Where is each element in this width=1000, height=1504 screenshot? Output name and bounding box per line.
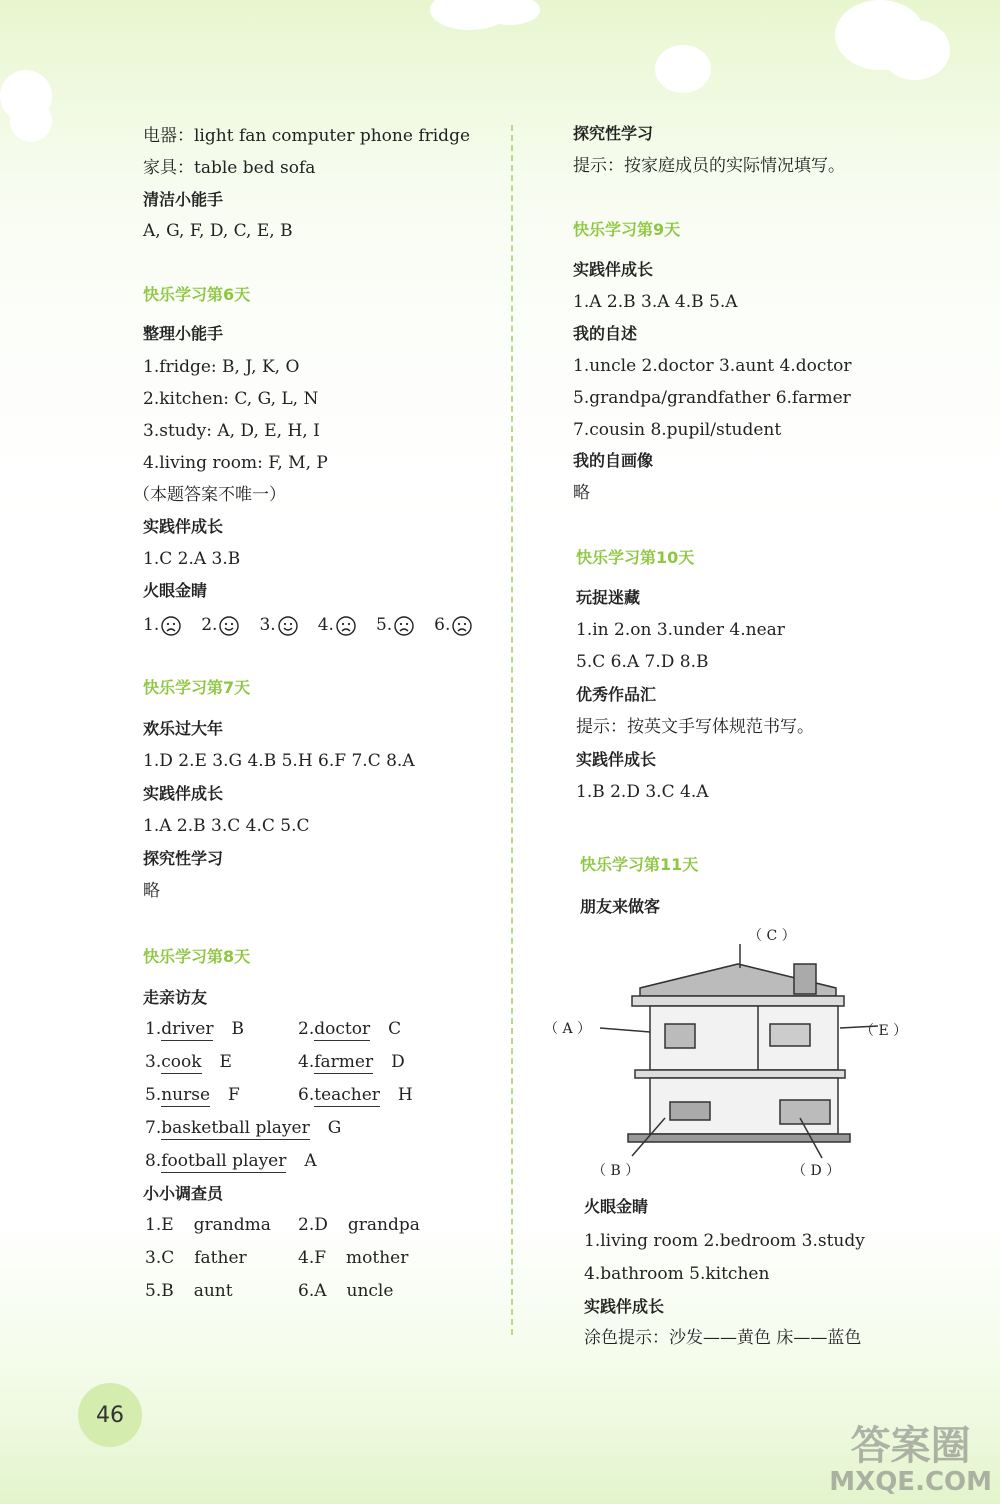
survey-answer-item — [298, 1281, 393, 1301]
heading-explore: 探究性学习 — [573, 124, 654, 143]
face-answer-number: 4. — [317, 615, 334, 635]
day7-title: 快乐学习第7天 — [143, 678, 251, 697]
visit-word: farmer — [314, 1052, 374, 1072]
sad-face-icon — [452, 616, 472, 636]
face-answer-number: 1. — [143, 615, 160, 635]
survey-answer-item — [298, 1215, 420, 1235]
survey-answer-item — [145, 1281, 233, 1301]
face-answer-number: 5. — [375, 615, 393, 635]
label-A: （ A ） — [544, 1021, 592, 1037]
visit-number: 2. — [298, 1019, 315, 1039]
heading-practice9: 实践伴成长 — [573, 260, 654, 279]
visit-answer: B — [231, 1019, 244, 1039]
sad-face-icon — [161, 616, 181, 636]
heading-eyes11: 火眼金睛 — [584, 1197, 649, 1216]
practice6-answers: 1.C 2.A 3.B — [143, 549, 241, 569]
visit-number: 6. — [298, 1085, 315, 1105]
tidy-note: （本题答案不唯一） — [133, 485, 286, 505]
visit-answer: D — [391, 1052, 405, 1072]
clean-answers: A, G, F, D, C, E, B — [143, 221, 293, 241]
visit-answer-item — [145, 1151, 317, 1171]
house-illustration — [540, 920, 940, 1180]
visit-word: teacher — [314, 1085, 380, 1105]
survey-letter: 1.E — [145, 1215, 174, 1235]
heading-clean: 清洁小能手 — [143, 190, 224, 209]
visit-answer: E — [219, 1052, 232, 1072]
self-line-2: 5.grandpa/grandfather 6.farmer — [573, 388, 851, 408]
label-E: （ E ） — [860, 1023, 908, 1039]
visit-word: football player — [161, 1151, 287, 1171]
visit-number: 1. — [145, 1019, 162, 1039]
smiley-face-icon — [219, 616, 239, 636]
survey-answer-item — [145, 1248, 247, 1268]
visit-number: 3. — [145, 1052, 162, 1072]
heading-practice7: 实践伴成长 — [143, 784, 224, 803]
visit-number: 5. — [145, 1085, 162, 1105]
smiley-face-icon — [278, 616, 298, 636]
portrait-answer: 略 — [573, 483, 590, 503]
visit-answer-item — [298, 1019, 401, 1039]
eyes11-line-1: 1.living room 2.bedroom 3.study — [584, 1231, 865, 1251]
visit-number: 4. — [298, 1052, 315, 1072]
survey-letter: 4.F — [298, 1248, 327, 1268]
explore-tip: 提示：按家庭成员的实际情况填写。 — [573, 156, 845, 176]
face-answers — [143, 614, 492, 636]
survey-letter: 6.A — [298, 1281, 327, 1301]
visit-answer-item — [298, 1052, 405, 1072]
visit-word: basketball player — [161, 1118, 310, 1138]
day10-title: 快乐学习第10天 — [576, 548, 695, 567]
heading-tidy: 整理小能手 — [143, 324, 224, 343]
label-D: （ D ） — [792, 1163, 841, 1179]
label-C: （ C ） — [748, 928, 796, 944]
heading-eyes6: 火眼金睛 — [143, 581, 208, 600]
practice10-answers: 1.B 2.D 3.C 4.A — [576, 782, 709, 802]
label-B: （ B ） — [592, 1163, 640, 1179]
heading-practice6: 实践伴成长 — [143, 517, 224, 536]
heading-guest: 朋友来做客 — [580, 897, 661, 916]
newyear-answers: 1.D 2.E 3.G 4.B 5.H 6.F 7.C 8.A — [143, 751, 415, 771]
survey-relative: father — [194, 1248, 247, 1268]
tidy-line-1: 1.fridge: B, J, K, O — [143, 357, 300, 377]
heading-survey: 小小调查员 — [143, 1184, 224, 1203]
visit-word: cook — [161, 1052, 202, 1072]
tidy-line-2: 2.kitchen: C, G, L, N — [143, 389, 319, 409]
visit-answer-item — [298, 1085, 413, 1105]
watermark — [829, 1424, 992, 1496]
explore7-answer: 略 — [143, 881, 160, 901]
visit-number: 7. — [145, 1118, 162, 1138]
hide-line-1: 1.in 2.on 3.under 4.near — [576, 620, 785, 640]
column-divider — [511, 125, 513, 1335]
visit-answer: A — [304, 1151, 317, 1171]
visit-answer-item — [145, 1019, 244, 1039]
visit-word: driver — [161, 1019, 214, 1039]
furniture-line: 家具：table bed sofa — [143, 158, 316, 178]
survey-answer-item — [298, 1248, 408, 1268]
survey-relative: aunt — [193, 1281, 233, 1301]
survey-relative: uncle — [346, 1281, 394, 1301]
heading-practice10: 实践伴成长 — [576, 750, 657, 769]
survey-answer-item — [145, 1215, 271, 1235]
color-tip: 涂色提示：沙发——黄色 床——蓝色 — [584, 1328, 862, 1348]
face-answer-item — [376, 615, 414, 635]
face-answer-item — [434, 615, 472, 635]
heading-hide: 玩捉迷藏 — [576, 588, 641, 607]
practice9-answers: 1.A 2.B 3.A 4.B 5.A — [573, 292, 738, 312]
day11-title: 快乐学习第11天 — [580, 855, 699, 874]
heading-works: 优秀作品汇 — [576, 685, 657, 704]
visit-answer-item — [145, 1085, 240, 1105]
visit-answer: H — [397, 1085, 413, 1105]
self-line-3: 7.cousin 8.pupil/student — [573, 420, 782, 440]
day9-title: 快乐学习第9天 — [573, 220, 681, 239]
visit-word: doctor — [314, 1019, 371, 1039]
survey-letter: 5.B — [145, 1281, 174, 1301]
survey-relative: mother — [346, 1248, 409, 1268]
visit-answer: F — [228, 1085, 240, 1105]
heading-visit: 走亲访友 — [143, 988, 208, 1007]
visit-answer: C — [388, 1019, 402, 1039]
survey-letter: 3.C — [145, 1248, 175, 1268]
face-answer-item — [143, 615, 181, 635]
practice7-answers: 1.A 2.B 3.C 4.C 5.C — [143, 816, 310, 836]
face-answer-item — [201, 615, 239, 635]
face-answer-item — [318, 615, 356, 635]
works-tip: 提示：按英文手写体规范书写。 — [576, 717, 814, 737]
sad-face-icon — [336, 616, 356, 636]
tidy-line-4: 4.living room: F, M, P — [143, 453, 328, 473]
visit-answer-item — [145, 1052, 232, 1072]
day8-title: 快乐学习第8天 — [143, 947, 251, 966]
eyes11-line-2: 4.bathroom 5.kitchen — [584, 1264, 770, 1284]
tidy-line-3: 3.study: A, D, E, H, I — [143, 421, 320, 441]
visit-answer: G — [327, 1118, 342, 1138]
survey-relative: grandma — [193, 1215, 271, 1235]
visit-answer-item — [145, 1118, 341, 1138]
heading-practice11: 实践伴成长 — [584, 1297, 665, 1316]
sad-face-icon — [394, 616, 414, 636]
day6-title: 快乐学习第6天 — [143, 285, 251, 304]
heading-portrait: 我的自画像 — [573, 451, 654, 470]
survey-letter: 2.D — [298, 1215, 328, 1235]
heading-newyear: 欢乐过大年 — [143, 719, 224, 738]
survey-relative: grandpa — [347, 1215, 420, 1235]
page-number: 46 — [78, 1383, 142, 1447]
self-line-1: 1.uncle 2.doctor 3.aunt 4.doctor — [573, 356, 852, 376]
face-answer-number: 6. — [434, 615, 451, 635]
hide-line-2: 5.C 6.A 7.D 8.B — [576, 652, 709, 672]
face-answer-item — [259, 615, 297, 635]
visit-number: 8. — [145, 1151, 162, 1171]
heading-self: 我的自述 — [573, 324, 638, 343]
watermark-logo: 答案圈 — [850, 1423, 971, 1469]
heading-explore7: 探究性学习 — [143, 849, 224, 868]
face-answer-number: 2. — [201, 615, 218, 635]
watermark-url: MXQE.COM — [829, 1467, 992, 1497]
face-answer-number: 3. — [259, 615, 276, 635]
appliance-line: 电器：light fan computer phone fridge — [143, 126, 471, 146]
visit-word: nurse — [161, 1085, 211, 1105]
